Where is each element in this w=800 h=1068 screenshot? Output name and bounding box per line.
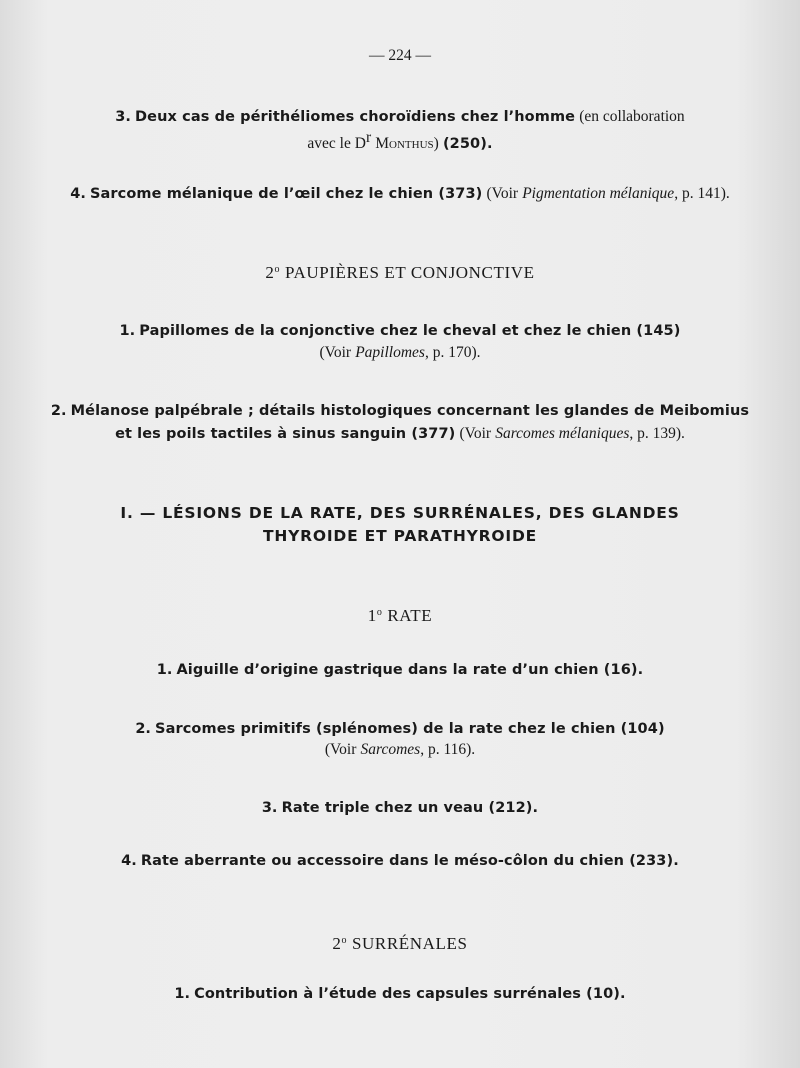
- author-name: Monthus: [375, 135, 434, 152]
- entry-note: (en collaboration: [579, 108, 685, 125]
- entry-paupieres-2: 2. Mélanose palpébrale ; détails histologiques concernant les glandes de Meibomius: [50, 403, 750, 419]
- entry-eye-3: [0, 106, 800, 127]
- major-section-heading: I. — LÉSIONS DE LA RATE, DES SURRÉNALES, DES GLANDES: [120, 504, 680, 522]
- entry-rate-4: 4. Rate aberrante ou accessoire dans le méso-côlon du chien (233).: [121, 853, 679, 869]
- entry-title: Deux cas de périthéliomes choroïdiens chez l’homme: [135, 109, 576, 125]
- entry-paupieres-2-line2: et les poils tactiles à sinus sanguin (377) (Voir Sarcomes mélaniques, p. 139).: [115, 425, 685, 442]
- major-section-heading-line2: THYROIDE ET PARATHYROIDE: [262, 527, 538, 545]
- entry-eye-3-line2: avec le $D^r$ Monthus) (250).: [307, 129, 493, 152]
- entry-rate-3: 3. Rate triple chez un veau (212).: [261, 800, 539, 816]
- entry-rate-2: 2. Sarcomes primitifs (splénomes) de la rate chez le chien (104): [135, 721, 665, 737]
- entry-paupieres-1-voir: (Voir Papillomes, p. 170).: [319, 344, 481, 361]
- page-number: — 224 —: [369, 47, 431, 64]
- section-heading-rate: 1$^o$ RATE: [367, 606, 433, 625]
- section-heading-surrenales: 2$^o$ SURRÉNALES: [332, 934, 468, 953]
- entry-rate-2-voir: (Voir Sarcomes, p. 116).: [324, 741, 476, 758]
- entry-number: 3.: [115, 109, 131, 125]
- entry-rate-1: 1. Aiguille d’origine gastrique dans la rate d’un chien (16).: [156, 662, 644, 678]
- entry-eye-4: 4. Sarcome mélanique de l’œil chez le chien (373) (Voir Pigmentation mélanique, p. 141).: [70, 185, 730, 202]
- section-heading-paupieres: 2$^o$ PAUPIÈRES ET CONJONCTIVE: [265, 263, 535, 282]
- entry-paupieres-1: 1. Papillomes de la conjonctive chez le cheval et chez le chien (145): [119, 323, 681, 339]
- entry-ref: (250).: [442, 136, 493, 152]
- entry-surrenales-1: 1. Contribution à l’étude des capsules surrénales (10).: [174, 986, 626, 1002]
